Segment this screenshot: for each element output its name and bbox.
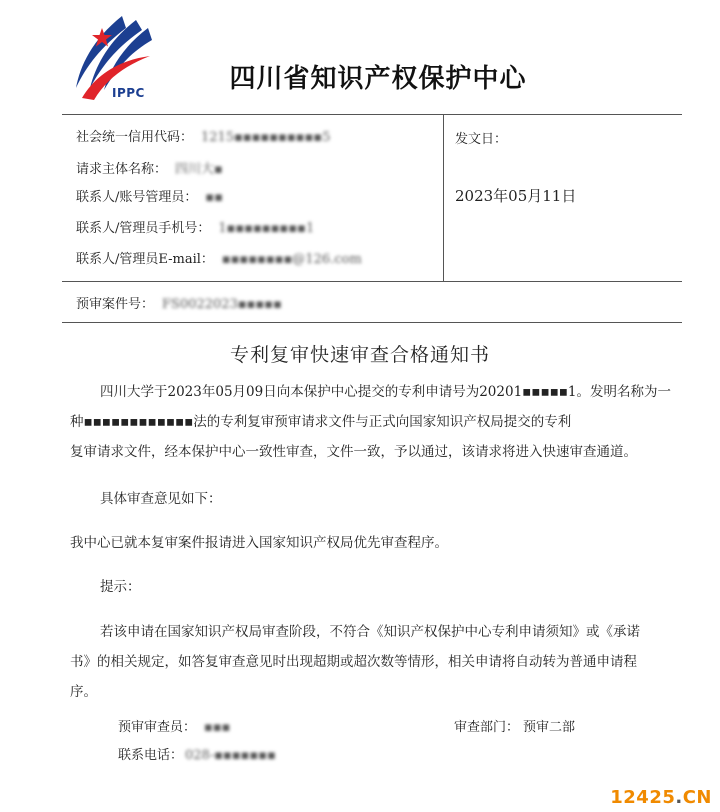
watermark-tld: CN (682, 787, 712, 808)
credit-code-value: 1215▪▪▪▪▪▪▪▪▪▪5 (201, 130, 331, 145)
entity-value: 四川大▪ (175, 162, 223, 177)
issue-date-label: 发文日： (455, 132, 508, 147)
table-bottom-border (62, 322, 682, 323)
email-row (76, 248, 362, 267)
watermark-main: 12425 (610, 787, 676, 808)
case-number-label: 预审案件号： (76, 297, 155, 312)
email-label: 联系人/管理员E-mail： (76, 252, 214, 267)
organization-title: 四川省知识产权保护中心 (229, 64, 527, 94)
examiner-row (118, 716, 230, 735)
department-label: 审查部门： (454, 720, 520, 735)
issue-date-value: 2023年05月11日 (455, 187, 577, 205)
tips-line: 序。 (70, 684, 97, 700)
examiner-value: ▪▪▪ (204, 720, 231, 735)
contact-value: ▪▪ (205, 190, 224, 205)
table-column-divider (443, 114, 444, 281)
department-row (454, 716, 575, 735)
contact-phone-value: 028-▪▪▪▪▪▪▪ (185, 748, 276, 763)
table-top-border (62, 114, 682, 115)
contact-row (76, 186, 223, 205)
examiner-label: 预审审查员： (118, 720, 197, 735)
tips-line: 书》的相关规定，如答复审查意见时出现超期或超次数等情形，相关申请将自动转为普通申请程 (70, 654, 637, 670)
contact-phone-label: 联系电话： (118, 748, 184, 763)
department-value: 预审二部 (523, 720, 576, 735)
phone-row (76, 217, 314, 236)
table-row-divider (62, 281, 682, 282)
credit-code-row (76, 126, 330, 145)
tips-line: 若该申请在国家知识产权局审查阶段，不符合《知识产权保护中心专利申请须知》或《承诺 (100, 624, 640, 640)
entity-label: 请求主体名称： (76, 162, 168, 177)
site-watermark (610, 787, 712, 808)
case-number-value: FS0022023▪▪▪▪▪ (162, 297, 282, 312)
opinion-text: 我中心已就本复审案件报请进入国家知识产权局优先审查程序。 (70, 535, 448, 551)
opinion-heading: 具体审查意见如下： (100, 491, 222, 507)
case-number-row (76, 293, 282, 312)
watermark-dot: . (675, 787, 683, 808)
logo-text: IPPC (112, 86, 145, 100)
phone-label: 联系人/管理员手机号： (76, 221, 211, 236)
entity-row (76, 158, 223, 177)
body-paragraph-line: 四川大学于2023年05月09日向本保护中心提交的专利申请号为20201▪▪▪▪▪1。发明名称为一 (100, 384, 671, 400)
contact-label: 联系人/账号管理员： (76, 190, 198, 205)
body-paragraph-line: 种▪▪▪▪▪▪▪▪▪▪▪▪法的专利复审预审请求文件与正式向国家知识产权局提交的专利 (70, 414, 572, 430)
body-paragraph-line: 复审请求文件，经本保护中心一致性审查，文件一致，予以通过，该请求将进入快速审查通道。 (70, 444, 637, 460)
document-title: 专利复审快速审查合格通知书 (229, 344, 490, 366)
email-value: ▪▪▪▪▪▪▪▪@126.com (221, 252, 362, 267)
contact-phone-row (118, 744, 276, 763)
credit-code-label: 社会统一信用代码： (76, 130, 194, 145)
phone-value: 1▪▪▪▪▪▪▪▪▪1 (218, 221, 315, 236)
tips-heading: 提示： (100, 579, 141, 595)
